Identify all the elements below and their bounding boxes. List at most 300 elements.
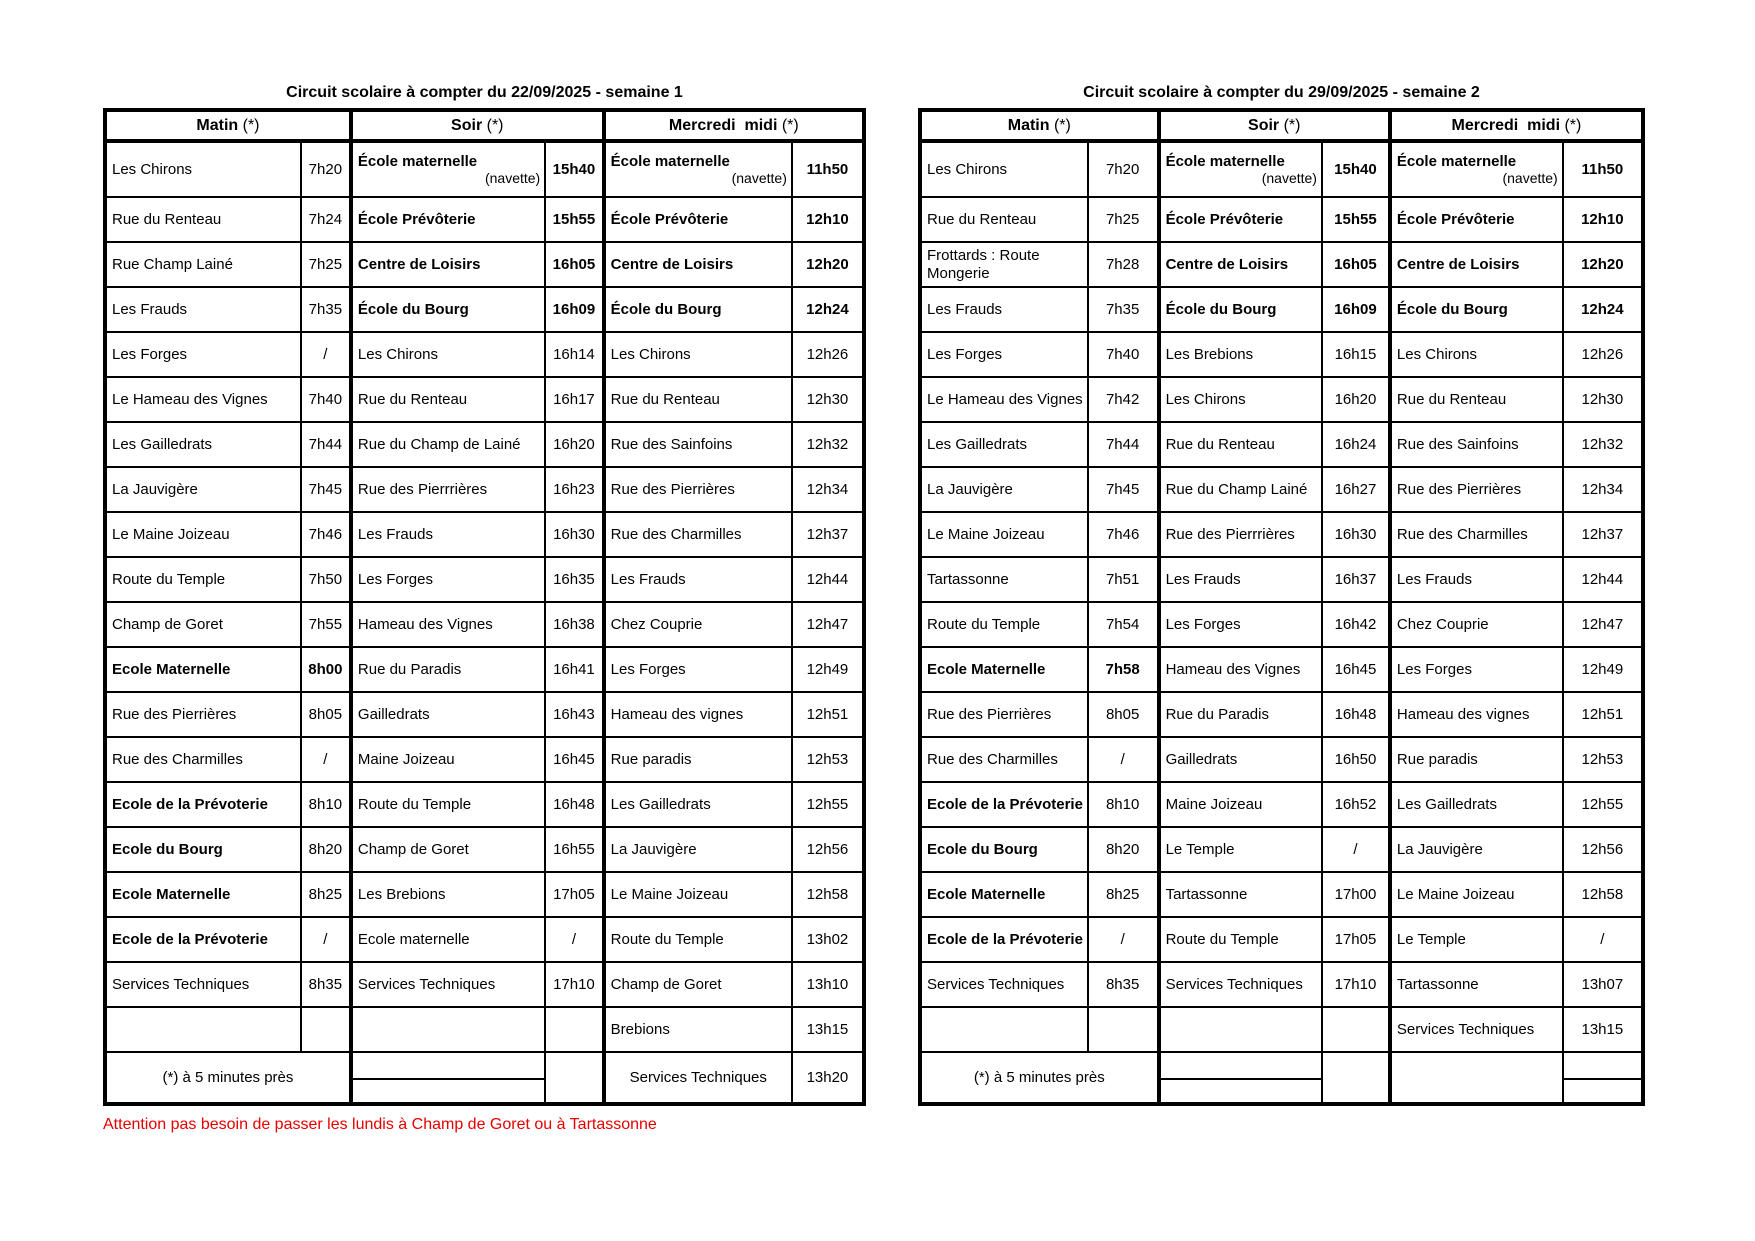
stop-name: École du Bourg	[604, 287, 792, 332]
stop-name: Les Forges	[351, 557, 545, 602]
stop-name: Services Techniques	[1159, 962, 1322, 1007]
stop-time: 11h50	[792, 141, 864, 197]
stop-time: 12h49	[792, 647, 864, 692]
stop-name: Route du Temple	[351, 782, 545, 827]
stop-name: Ecole de la Prévoterie	[920, 917, 1088, 962]
stop-name: Rue paradis	[1390, 737, 1563, 782]
stop-time: 16h42	[1322, 602, 1390, 647]
stop-name: Hameau des Vignes	[1159, 647, 1322, 692]
stop-name: Champ de Goret	[351, 827, 545, 872]
stop-time: 12h32	[1563, 422, 1643, 467]
stop-time: 16h09	[1322, 287, 1390, 332]
stop-name: Rue du Champ Lainé	[1159, 467, 1322, 512]
stop-time: 7h54	[1088, 602, 1159, 647]
schedule-row	[920, 602, 1643, 647]
stop-time: 8h20	[1088, 827, 1159, 872]
stop-time: 12h37	[792, 512, 864, 557]
stop-name: Rue du Renteau	[604, 377, 792, 422]
stop-name: Centre de Loisirs	[1390, 242, 1563, 287]
stop-name: Les Forges	[1159, 602, 1322, 647]
stop-time: /	[1088, 917, 1159, 962]
stop-name: Ecole de la Prévoterie	[920, 782, 1088, 827]
stop-name: Centre de Loisirs	[1159, 242, 1322, 287]
stop-time: 12h53	[792, 737, 864, 782]
schedule-row	[105, 602, 864, 647]
stop-name: Rue des Charmilles	[604, 512, 792, 557]
schedule-row	[920, 141, 1643, 197]
stop-name: Rue des Charmilles	[1390, 512, 1563, 557]
stop-time: 16h45	[1322, 647, 1390, 692]
schedule-row	[105, 692, 864, 737]
stop-time: 7h28	[1088, 242, 1159, 287]
stop-name: Rue des Pierrrières	[1159, 512, 1322, 557]
column-header: Soir (*)	[1159, 110, 1390, 141]
stop-time: 17h00	[1322, 872, 1390, 917]
stop-name: Les Chirons	[1159, 377, 1322, 422]
stop-time: 12h47	[792, 602, 864, 647]
stop-time: 16h52	[1322, 782, 1390, 827]
stop-time: 12h58	[1563, 872, 1643, 917]
stop-name: Les Chirons	[604, 332, 792, 377]
schedule-row	[920, 647, 1643, 692]
stop-time: 8h35	[301, 962, 351, 1007]
schedule-row	[920, 1007, 1643, 1052]
stop-name: Les Chirons	[1390, 332, 1563, 377]
stop-name: Les Frauds	[1390, 557, 1563, 602]
stop-name: Services Techniques	[1390, 1007, 1563, 1052]
column-header: Mercredi midi (*)	[604, 110, 864, 141]
stop-name: Le Hameau des Vignes	[920, 377, 1088, 422]
header-row	[920, 110, 1643, 141]
stop-name: Gailledrats	[1159, 737, 1322, 782]
week2-schedule	[918, 84, 1645, 1106]
stop-name: Services Techniques	[920, 962, 1088, 1007]
stop-name: Route du Temple	[920, 602, 1088, 647]
schedule-row	[105, 872, 864, 917]
stop-time: 12h10	[792, 197, 864, 242]
schedule-row	[920, 377, 1643, 422]
stop-name: Le Maine Joizeau	[105, 512, 301, 557]
stop-name: Hameau des vignes	[604, 692, 792, 737]
stop-name: Centre de Loisirs	[351, 242, 545, 287]
schedule-row	[920, 962, 1643, 1007]
schedule-row	[105, 1007, 864, 1052]
stop-name: Chez Couprie	[1390, 602, 1563, 647]
stop-name: École Prévôterie	[1390, 197, 1563, 242]
stop-time: 7h25	[301, 242, 351, 287]
schedule-row	[920, 467, 1643, 512]
stop-name: École du Bourg	[1390, 287, 1563, 332]
stop-time: 16h20	[545, 422, 603, 467]
stop-time: 7h42	[1088, 377, 1159, 422]
stop-name	[1159, 141, 1322, 197]
stop-time: 16h50	[1322, 737, 1390, 782]
stop-time: 17h10	[1322, 962, 1390, 1007]
stop-name	[1390, 141, 1563, 197]
stop-time: 16h35	[545, 557, 603, 602]
table-body	[920, 141, 1643, 1104]
stop-time: 7h46	[301, 512, 351, 557]
schedule-row	[920, 242, 1643, 287]
footer-cell-divider	[1563, 1078, 1642, 1080]
stop-name: Ecole Maternelle	[920, 647, 1088, 692]
stop-name	[351, 141, 545, 197]
schedule-row	[105, 917, 864, 962]
stop-name: Les Frauds	[105, 287, 301, 332]
schedule-row	[105, 737, 864, 782]
stop-name: Rue du Renteau	[351, 377, 545, 422]
stop-name: Route du Temple	[105, 557, 301, 602]
stop-name: Centre de Loisirs	[604, 242, 792, 287]
stop-name: Rue des Charmilles	[920, 737, 1088, 782]
stop-time: 8h10	[1088, 782, 1159, 827]
stop-time: 16h45	[545, 737, 603, 782]
stop-time: 8h00	[301, 647, 351, 692]
footer-cell-soir-time	[1322, 1052, 1390, 1104]
schedule-row	[105, 467, 864, 512]
stop-time: /	[301, 917, 351, 962]
stop-name: Rue du Champ de Lainé	[351, 422, 545, 467]
stop-name	[351, 1007, 545, 1052]
stop-name: Tartassonne	[920, 557, 1088, 602]
footer-row	[105, 1052, 864, 1104]
footnote: (*) à 5 minutes près	[105, 1052, 351, 1104]
stop-time: 12h55	[792, 782, 864, 827]
stop-name: Rue des Pierrières	[604, 467, 792, 512]
stop-time: 16h43	[545, 692, 603, 737]
stop-name: Ecole maternelle	[351, 917, 545, 962]
stop-name: Maine Joizeau	[351, 737, 545, 782]
footer-cell-soir-name	[1159, 1052, 1322, 1104]
stop-name: Rue du Renteau	[105, 197, 301, 242]
stop-name: Champ de Goret	[604, 962, 792, 1007]
stop-time: 12h20	[792, 242, 864, 287]
stop-time: 7h45	[1088, 467, 1159, 512]
stop-time: 16h30	[545, 512, 603, 557]
stop-name: Frottards : Route Mongerie	[920, 242, 1088, 287]
footer-row	[920, 1052, 1643, 1104]
stop-name: Les Chirons	[920, 141, 1088, 197]
stop-name: La Jauvigère	[1390, 827, 1563, 872]
stop-name: Rue des Pierrières	[1390, 467, 1563, 512]
stop-time: 12h49	[1563, 647, 1643, 692]
header-row	[105, 110, 864, 141]
stop-name: Le Maine Joizeau	[1390, 872, 1563, 917]
stop-name: École Prévôterie	[1159, 197, 1322, 242]
footnote: (*) à 5 minutes près	[920, 1052, 1159, 1104]
schedule-row	[920, 197, 1643, 242]
schedule-row	[920, 917, 1643, 962]
stop-time: 16h05	[1322, 242, 1390, 287]
stop-time: 12h44	[792, 557, 864, 602]
stop-name: Les Gailledrats	[604, 782, 792, 827]
stop-name	[920, 1007, 1088, 1052]
stop-name-sub: (navette)	[1261, 170, 1317, 187]
stop-time: 7h51	[1088, 557, 1159, 602]
stop-name: Rue du Renteau	[920, 197, 1088, 242]
stop-name: Champ de Goret	[105, 602, 301, 647]
schedule-row	[105, 647, 864, 692]
table-title-week2: Circuit scolaire à compter du 29/09/2025 - semaine 2	[1083, 84, 1480, 101]
schedule-row	[105, 332, 864, 377]
stop-time: 8h35	[1088, 962, 1159, 1007]
stop-time: 17h10	[545, 962, 603, 1007]
footer-cell-divider	[352, 1078, 545, 1080]
table-header	[920, 110, 1643, 141]
column-header: Matin (*)	[105, 110, 351, 141]
schedule-table-week2	[918, 108, 1645, 1106]
stop-name: Rue des Sainfoins	[604, 422, 792, 467]
stop-time: 15h55	[545, 197, 603, 242]
stop-time: 7h24	[301, 197, 351, 242]
schedule-row	[920, 332, 1643, 377]
stop-time: 12h47	[1563, 602, 1643, 647]
stop-time: 17h05	[1322, 917, 1390, 962]
stop-time: 16h09	[545, 287, 603, 332]
stop-name: Services Techniques	[351, 962, 545, 1007]
stop-time: 16h37	[1322, 557, 1390, 602]
stop-time: 16h55	[545, 827, 603, 872]
schedule-row	[920, 422, 1643, 467]
stop-time: /	[301, 332, 351, 377]
stop-time: 16h15	[1322, 332, 1390, 377]
stop-name-main: École maternelle	[1396, 152, 1517, 170]
stop-time: 7h50	[301, 557, 351, 602]
stop-time: 12h30	[1563, 377, 1643, 422]
stop-name: La Jauvigère	[920, 467, 1088, 512]
stop-time	[1322, 1007, 1390, 1052]
stop-name: Rue des Sainfoins	[1390, 422, 1563, 467]
stop-time: 12h56	[792, 827, 864, 872]
stop-time: 16h48	[1322, 692, 1390, 737]
stop-time: 15h40	[1322, 141, 1390, 197]
stop-time: /	[1088, 737, 1159, 782]
stop-time: 12h30	[792, 377, 864, 422]
stop-time: 7h35	[301, 287, 351, 332]
stop-time: 13h07	[1563, 962, 1643, 1007]
stop-time: 12h24	[792, 287, 864, 332]
stop-name: Le Temple	[1390, 917, 1563, 962]
schedule-row	[105, 242, 864, 287]
stop-name: Brebions	[604, 1007, 792, 1052]
stop-name: Les Chirons	[105, 141, 301, 197]
stop-name: Ecole Maternelle	[920, 872, 1088, 917]
stop-name: Rue du Renteau	[1159, 422, 1322, 467]
footer-cell-mercredi-name	[1390, 1052, 1563, 1104]
stop-name: Rue du Paradis	[351, 647, 545, 692]
schedule-row	[105, 557, 864, 602]
stop-name: Services Techniques	[105, 962, 301, 1007]
stop-time: 16h05	[545, 242, 603, 287]
schedule-row	[105, 782, 864, 827]
schedule-row	[105, 377, 864, 422]
column-header: Matin (*)	[920, 110, 1159, 141]
stop-name: Ecole de la Prévoterie	[105, 782, 301, 827]
stop-time: 12h10	[1563, 197, 1643, 242]
stop-time: /	[1563, 917, 1643, 962]
stop-time: 8h10	[301, 782, 351, 827]
footer-cell-mercredi-time	[1563, 1052, 1643, 1104]
stop-time: 12h20	[1563, 242, 1643, 287]
stop-time: 16h38	[545, 602, 603, 647]
stop-name-sub: (navette)	[1502, 170, 1558, 187]
stop-time: 12h34	[1563, 467, 1643, 512]
stop-time: 12h53	[1563, 737, 1643, 782]
stop-time	[301, 1007, 351, 1052]
stop-name: Les Brebions	[1159, 332, 1322, 377]
column-header: Soir (*)	[351, 110, 604, 141]
schedule-row	[920, 782, 1643, 827]
stop-time: 8h25	[301, 872, 351, 917]
stop-time: 12h44	[1563, 557, 1643, 602]
stop-time: /	[301, 737, 351, 782]
stop-name: Ecole de la Prévoterie	[105, 917, 301, 962]
stop-time: 12h24	[1563, 287, 1643, 332]
footer-cell-mercredi-name: Services Techniques	[604, 1052, 792, 1104]
stop-name: Rue des Pierrières	[920, 692, 1088, 737]
stop-name: Ecole Maternelle	[105, 647, 301, 692]
stop-name: Rue Champ Lainé	[105, 242, 301, 287]
stop-time: 7h44	[1088, 422, 1159, 467]
column-header: Mercredi midi (*)	[1390, 110, 1643, 141]
stop-time	[1088, 1007, 1159, 1052]
stop-name: Route du Temple	[1159, 917, 1322, 962]
warning-note: Attention pas besoin de passer les lundis à Champ de Goret ou à Tartassonne	[103, 1116, 657, 1133]
table-header	[105, 110, 864, 141]
stop-name: École du Bourg	[351, 287, 545, 332]
stop-time: 16h17	[545, 377, 603, 422]
schedule-row	[920, 557, 1643, 602]
stop-name-sub: (navette)	[484, 170, 541, 187]
schedule-row	[105, 197, 864, 242]
stop-name: Gailledrats	[351, 692, 545, 737]
stop-name: Le Maine Joizeau	[604, 872, 792, 917]
stop-name: Les Frauds	[920, 287, 1088, 332]
stop-time: 12h37	[1563, 512, 1643, 557]
stop-time: 16h41	[545, 647, 603, 692]
stop-name: Le Maine Joizeau	[920, 512, 1088, 557]
schedule-row	[920, 827, 1643, 872]
stop-time: 7h35	[1088, 287, 1159, 332]
stop-name: Les Brebions	[351, 872, 545, 917]
stop-time: 8h25	[1088, 872, 1159, 917]
stop-name	[105, 1007, 301, 1052]
stop-time: 11h50	[1563, 141, 1643, 197]
stop-time: 12h58	[792, 872, 864, 917]
schedule-row	[105, 422, 864, 467]
stop-name-main: École maternelle	[1165, 152, 1285, 170]
stop-name: Les Frauds	[604, 557, 792, 602]
stop-time: 8h05	[1088, 692, 1159, 737]
stop-time: 7h40	[301, 377, 351, 422]
stop-time: 13h10	[792, 962, 864, 1007]
stop-time: 13h15	[1563, 1007, 1643, 1052]
schedule-row	[920, 692, 1643, 737]
schedule-row	[105, 141, 864, 197]
stop-name: Les Forges	[920, 332, 1088, 377]
stop-time: 7h55	[301, 602, 351, 647]
stop-name: Les Gailledrats	[920, 422, 1088, 467]
stop-time: 12h26	[1563, 332, 1643, 377]
stop-name: Rue du Paradis	[1159, 692, 1322, 737]
stop-time: 8h05	[301, 692, 351, 737]
stop-name: École Prévôterie	[351, 197, 545, 242]
stop-time: 7h58	[1088, 647, 1159, 692]
stop-name: Rue paradis	[604, 737, 792, 782]
stop-name: Tartassonne	[1390, 962, 1563, 1007]
stop-name: Tartassonne	[1159, 872, 1322, 917]
stop-time: 16h20	[1322, 377, 1390, 422]
schedule-row	[920, 737, 1643, 782]
stop-name: Le Temple	[1159, 827, 1322, 872]
stop-name: Chez Couprie	[604, 602, 792, 647]
stop-time: 16h24	[1322, 422, 1390, 467]
stop-time: 13h15	[792, 1007, 864, 1052]
stop-name-sub: (navette)	[731, 170, 787, 187]
stop-name: La Jauvigère	[105, 467, 301, 512]
footer-cell-divider	[1160, 1078, 1322, 1080]
stop-time: 7h20	[301, 141, 351, 197]
stop-name-main: École maternelle	[357, 152, 478, 170]
stop-name: Route du Temple	[604, 917, 792, 962]
stop-name: École du Bourg	[1159, 287, 1322, 332]
stop-time: 12h51	[792, 692, 864, 737]
stop-name: Rue du Renteau	[1390, 377, 1563, 422]
schedule-row	[920, 512, 1643, 557]
schedule-row	[105, 287, 864, 332]
stop-time: 12h55	[1563, 782, 1643, 827]
stop-time: 7h44	[301, 422, 351, 467]
stop-time: /	[1322, 827, 1390, 872]
table-body	[105, 141, 864, 1104]
stop-name: Hameau des Vignes	[351, 602, 545, 647]
schedule-table-week1	[103, 108, 866, 1106]
stop-time: 16h14	[545, 332, 603, 377]
stop-name	[604, 141, 792, 197]
stop-time: /	[545, 917, 603, 962]
stop-name-main: École maternelle	[610, 152, 730, 170]
stop-name: Les Forges	[1390, 647, 1563, 692]
footer-cell-mercredi-time: 13h20	[792, 1052, 864, 1104]
stop-time: 12h32	[792, 422, 864, 467]
stop-time: 7h40	[1088, 332, 1159, 377]
stop-time: 12h26	[792, 332, 864, 377]
stop-time: 7h25	[1088, 197, 1159, 242]
stop-name: Les Forges	[105, 332, 301, 377]
stop-time: 13h02	[792, 917, 864, 962]
stop-name: Ecole du Bourg	[105, 827, 301, 872]
stop-time: 16h27	[1322, 467, 1390, 512]
stop-time: 15h55	[1322, 197, 1390, 242]
week1-schedule	[103, 84, 866, 1106]
stop-time	[545, 1007, 603, 1052]
stop-name: La Jauvigère	[604, 827, 792, 872]
stop-name	[1159, 1007, 1322, 1052]
stop-name: Rue des Pierrières	[105, 692, 301, 737]
stop-name: Rue des Pierrrières	[351, 467, 545, 512]
footer-cell-soir-name	[351, 1052, 545, 1104]
stop-time: 12h56	[1563, 827, 1643, 872]
table-title-week1: Circuit scolaire à compter du 22/09/2025 - semaine 1	[286, 84, 683, 101]
stop-name: Ecole Maternelle	[105, 872, 301, 917]
stop-time: 12h51	[1563, 692, 1643, 737]
stop-name: Le Hameau des Vignes	[105, 377, 301, 422]
stop-time: 15h40	[545, 141, 603, 197]
schedule-row	[105, 827, 864, 872]
stop-time: 7h20	[1088, 141, 1159, 197]
stop-name: Les Frauds	[1159, 557, 1322, 602]
stop-time: 7h46	[1088, 512, 1159, 557]
